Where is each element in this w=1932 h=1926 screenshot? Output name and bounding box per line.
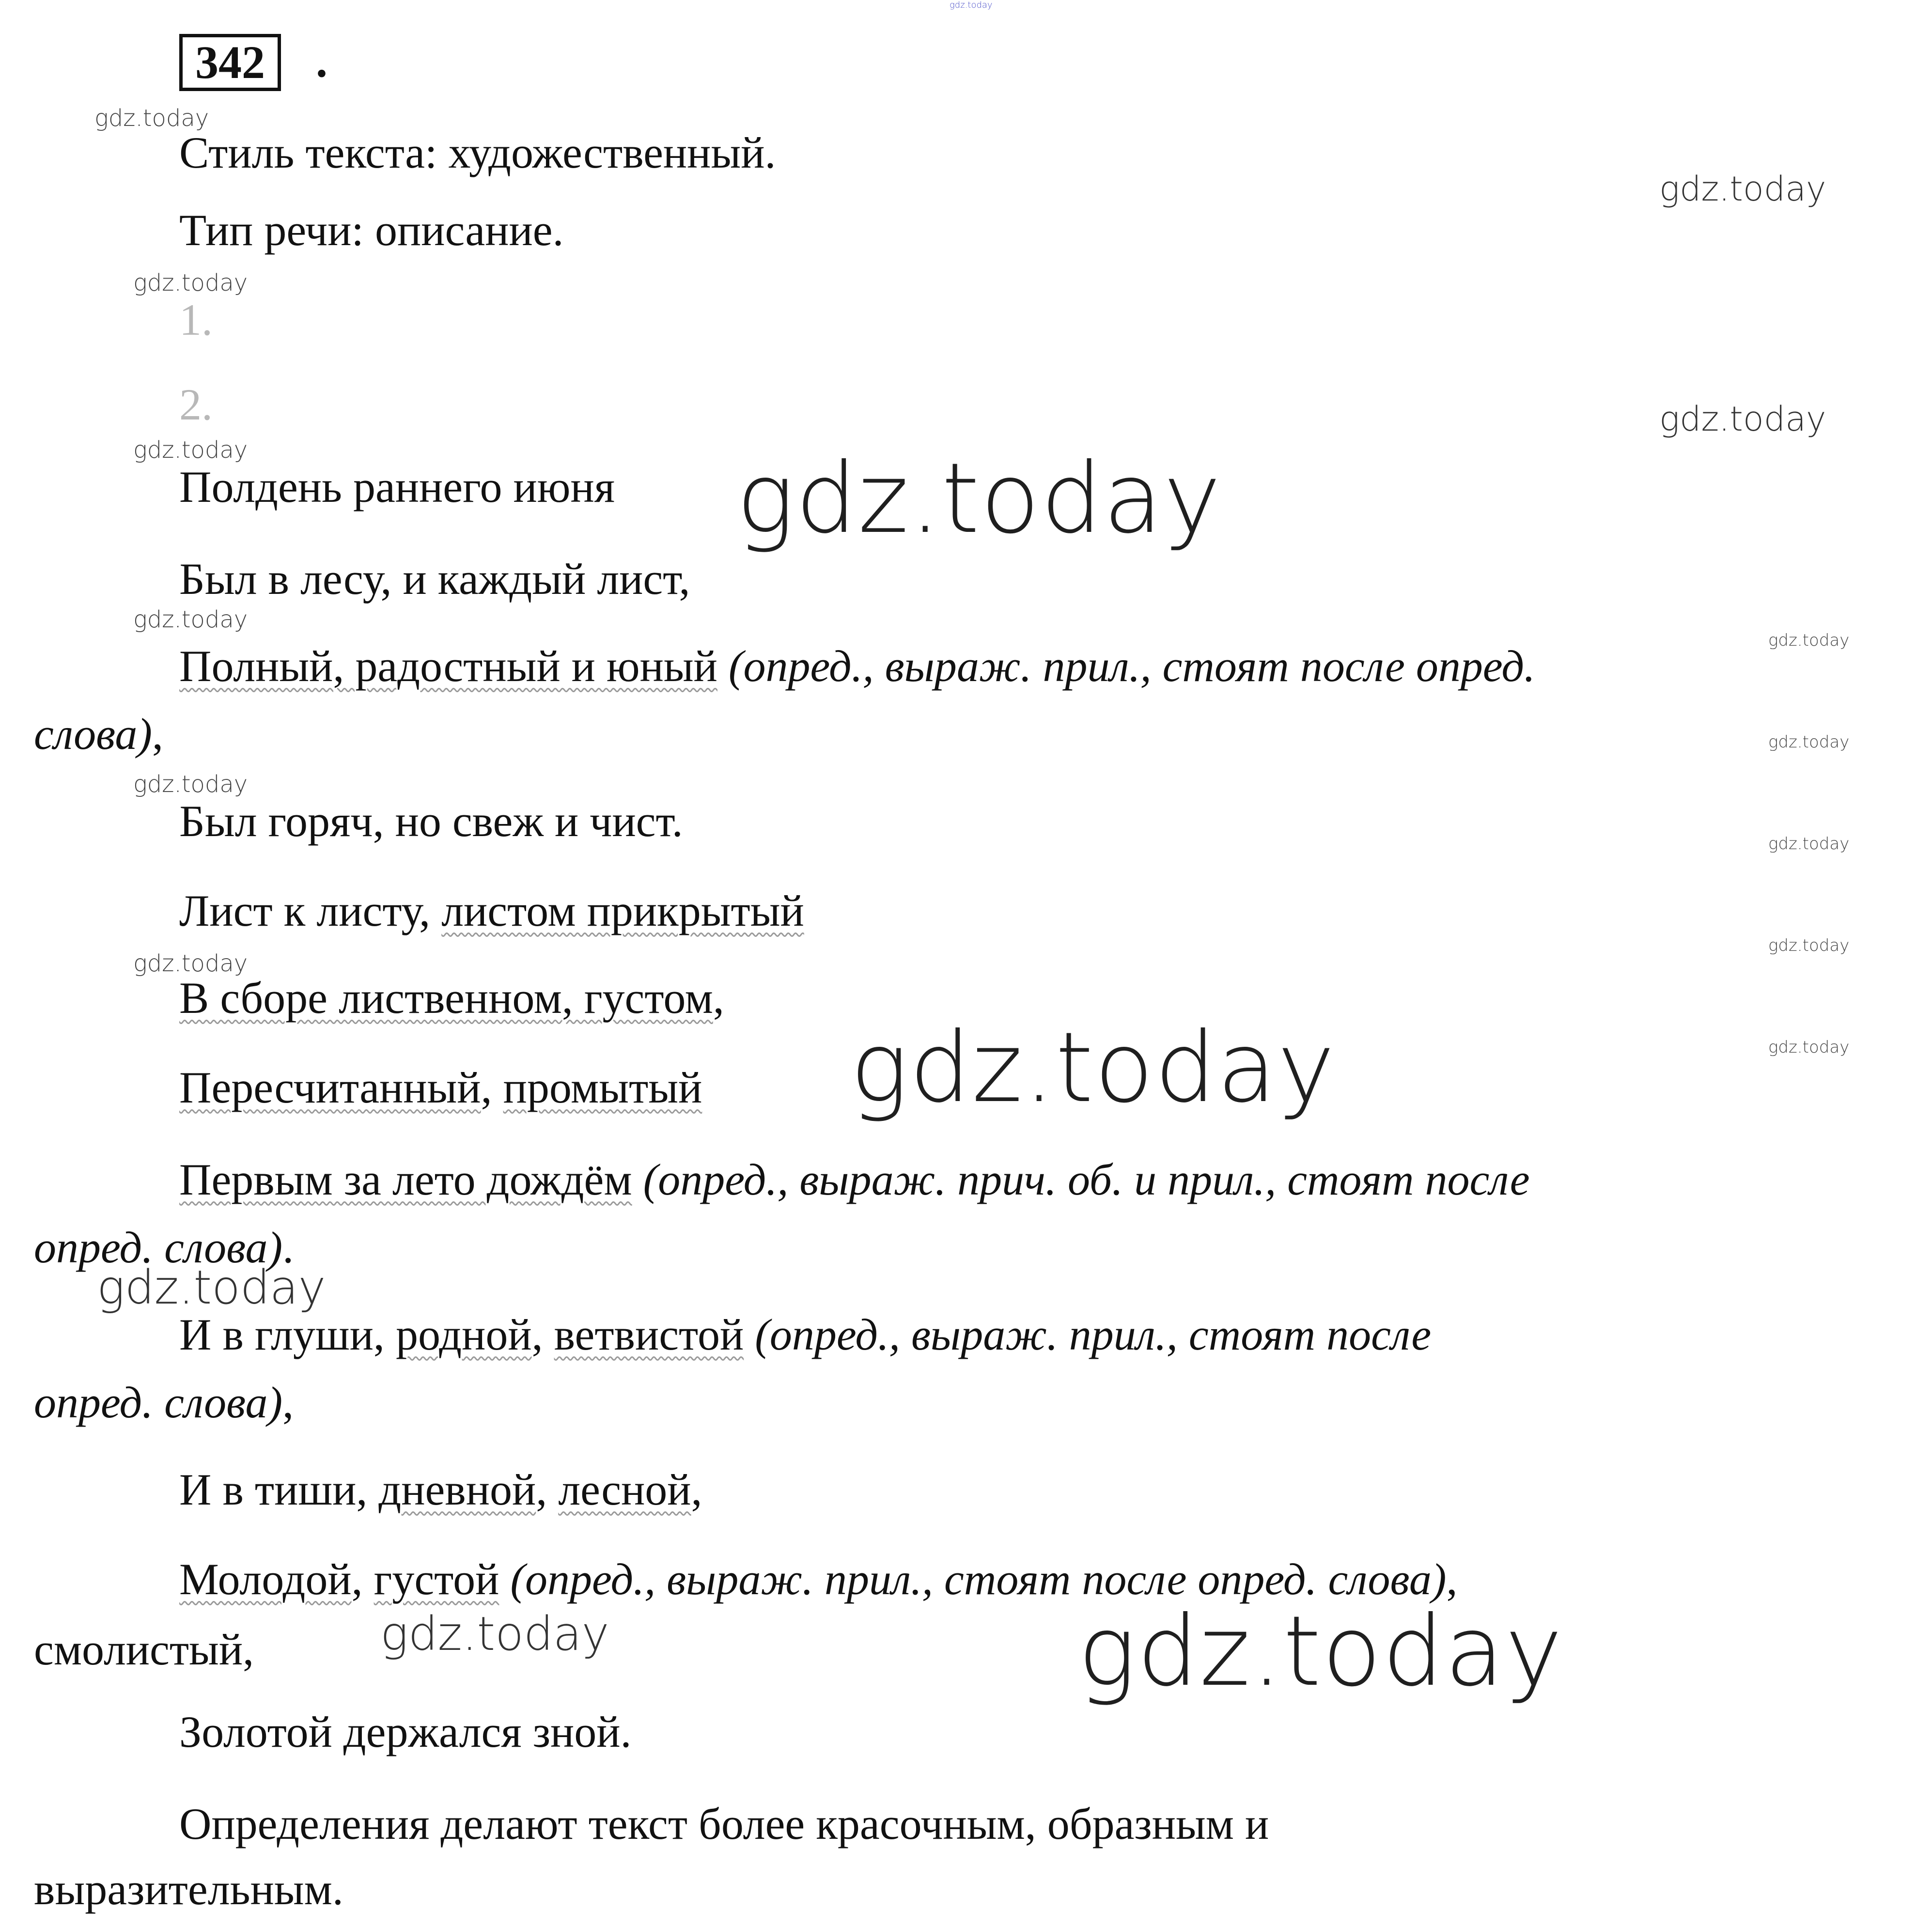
watermark: gdz.today [133,269,248,296]
underlined-definition: листом прикрытый [441,886,804,935]
poem-line-9-cont: опред. слова), [34,1378,294,1427]
underlined-definition: лесной [558,1465,691,1514]
grammar-note-cont: опред. слова) [34,1223,283,1272]
underlined-definition: густой [374,1554,499,1604]
poem-line-5: Лист к листу, листом прикрытый [179,886,804,935]
poem-line-10: И в тиши, дневной, лесной, [179,1465,702,1514]
grammar-note: (опред., выраж. прил., стоят после опред. слова) [510,1554,1447,1604]
poem-line-4: Был горяч, но свеж и чист. [179,796,683,846]
underlined-definition: дневной [378,1465,536,1514]
poem-line-3-cont: слова), [34,709,164,759]
poem-line-8-cont: опред. слова). [34,1223,294,1272]
watermark: gdz.today [133,950,248,977]
exercise-number-dot: . [316,35,327,87]
watermark: gdz.today [736,442,1222,555]
poem-line-6: В сборе лиственном, густом, [179,973,724,1023]
watermark: gdz.today [1078,1595,1564,1708]
style-line: Стиль текста: художественный. [179,128,776,177]
watermark: gdz.today [133,606,248,633]
underlined-definition: ветвистой [554,1310,744,1359]
underlined-definition: промытый [503,1063,702,1112]
underlined-definition: В сборе лиственном, густом [179,973,713,1023]
watermark: gdz.today [850,1011,1336,1124]
grammar-note-cont: опред. слова) [34,1378,283,1427]
underlined-definition: Первым за лето дождём [179,1155,632,1204]
watermark: gdz.today [133,771,248,798]
grammar-note: (опред., выраж. прил., стоят после [755,1310,1432,1359]
grammar-note-cont: слова) [34,709,153,759]
watermark: gdz.today [1659,399,1826,439]
grammar-note: (опред., выраж. прич. об. и прил., стоят после [643,1155,1530,1204]
poem-line-1: Полдень раннего июня [179,462,615,512]
poem-line-2: Был в лесу, и каждый лист, [179,554,690,604]
poem-line-8 [179,1155,1530,1204]
watermark: gdz.today [133,436,248,464]
poem-line-3 [179,642,1535,690]
conclusion-line-2: выразительным. [34,1864,343,1914]
underlined-definition: Молодой [179,1554,352,1604]
poem-line-9: И в глуши, родной, ветвистой (опред., выраж. прил., стоят после [179,1310,1432,1359]
list-marker-1: 1. [179,295,213,344]
conclusion-line-1: Определения делают текст более красочным, образным и [179,1799,1269,1848]
watermark: gdz.today [97,1260,326,1315]
poem-line-7: Пересчитанный, промытый [179,1063,702,1112]
watermark: gdz.today [94,105,209,132]
watermark: gdz.today [1768,631,1850,650]
watermark: gdz.today [1768,1038,1850,1057]
poem-line-11-cont: смолистый, [34,1625,254,1674]
watermark: gdz.today [1768,732,1850,752]
exercise-number: 342 [195,36,265,88]
underlined-definition: Полный, радостный и юный [179,641,717,691]
underlined-definition: родной [395,1310,532,1359]
watermark: gdz.today [380,1607,609,1661]
underlined-definition: Пересчитанный [179,1063,481,1112]
watermark: gdz.today [1768,834,1850,854]
list-marker-2: 2. [179,380,213,429]
poem-line-11: Молодой, густой (опред., выраж. прил., стоят после опред. слова), [179,1554,1458,1604]
grammar-note: (опред., выраж. прил., стоят после опред. [728,641,1535,691]
poem-line-12: Золотой держался зной. [179,1707,632,1756]
watermark: gdz.today [950,0,993,10]
speech-type-line: Тип речи: описание. [179,205,564,255]
watermark: gdz.today [1768,936,1850,955]
exercise-number-box [179,34,281,91]
watermark: gdz.today [1659,169,1826,209]
